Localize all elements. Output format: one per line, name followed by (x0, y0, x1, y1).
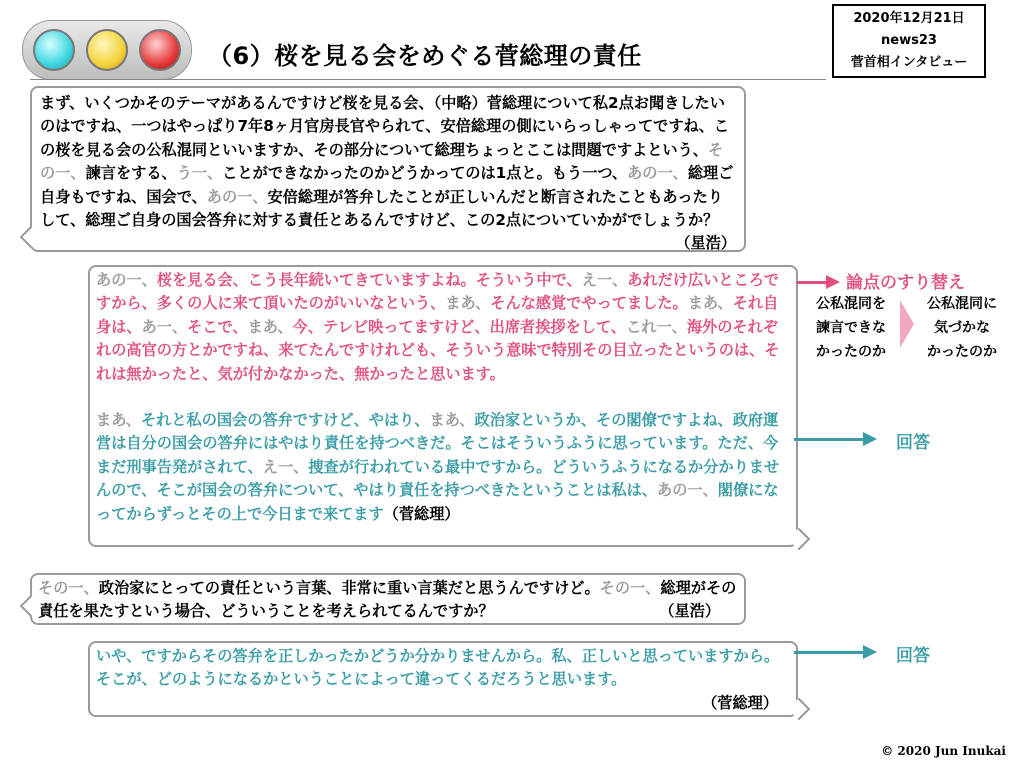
text-segment: 桜を見る会、こう長年続いてきていますよね。そういう中で、 (156, 271, 582, 289)
answer-1-speaker: （菅総理） (383, 504, 460, 523)
text-segment: まあ、 (687, 294, 733, 313)
text-segment: 政治家というか、その閣僚ですよね、政府運営は自分の国会の答弁にはやはり責任を持つべきだ。そこはそういうふうに思っています。ただ、今まだ刑事告発がされて、 (96, 411, 779, 476)
copyright: © 2020 Jun Inukai (881, 744, 1006, 758)
info-date: 2020年12月21日 (853, 11, 965, 26)
answer-box-2 (88, 641, 798, 717)
page-title: （6）桜を見る会をめぐる菅総理の責任 (208, 42, 642, 70)
question-box-1 (30, 86, 746, 252)
text-segment: そんな感覚でやってました。 (490, 294, 688, 313)
text-segment: 閣僚になってからずっとその上で今日まで来てます (96, 481, 779, 523)
right-note (916, 292, 1008, 364)
text-segment: まあ、 (429, 411, 475, 430)
text-segment: まあ、 (445, 294, 491, 313)
info-program: news23 (881, 33, 937, 48)
text-segment: あの一、 (627, 164, 688, 183)
text-segment: 諫言をする、 (85, 164, 177, 183)
answer-arrow-2-icon (863, 645, 877, 659)
question-1-speaker: （星浩） (675, 234, 736, 253)
text-segment: これ一、 (626, 317, 687, 336)
left-note (806, 292, 896, 364)
traffic-light-graphic (22, 20, 192, 80)
text-segment: え一、 (262, 457, 309, 476)
text-segment: その一、 (599, 579, 661, 597)
question-box-2 (30, 573, 746, 625)
text-segment: まあ、 (96, 411, 141, 430)
answer-2-speaker: （菅総理） (702, 693, 778, 712)
text-segment: 今、テレビ映ってますけど、出席者挨拶をして、 (292, 317, 627, 336)
answer-label-2: 回答 (896, 646, 930, 666)
info-box (832, 4, 986, 78)
answer-arrow-2-line (794, 651, 864, 654)
text-segment: あの一、 (657, 481, 718, 500)
text-segment: 安倍総理が答弁したことが正しいんだと断言されたこともあったりして、総理ご自身の国会答弁に対する責任とあるんですけど、この2点についていかがでしょうか？ (40, 187, 723, 230)
left-note-line-1: 公私混同を (816, 296, 886, 312)
right-note-line-1: 公私混同に (927, 296, 997, 312)
text-segment: あれだけ広いところですから、多くの人に来て頂いたのがいいなという、 (96, 271, 779, 313)
text-segment: う一、 (176, 164, 223, 183)
answer-box-1 (88, 265, 798, 547)
text-segment: それ自身は、 (96, 294, 779, 336)
swap-arrow-line (797, 281, 827, 284)
left-note-line-3: かったのか (816, 344, 886, 360)
info-subject: 菅首相インタビュー (850, 55, 968, 70)
chevron-right-icon (900, 300, 914, 348)
text-segment: まず、いくつかそのテーマがあるんですけど桜を見る会、（中略）菅総理について私2点お聞きしたいのはですね、一つはやっぱり7年8ヶ月官房長官やられて、安倍総理の側にいらっしゃってですね、この桜を見る会の公私混同といいますか、その部分について総理ちょっとここは問題ですよという、 (40, 94, 730, 159)
text-segment: まあ、 (247, 317, 293, 336)
question-1-text (40, 94, 733, 229)
yellow-lamp-icon (86, 29, 128, 71)
cyan-lamp-icon (33, 29, 75, 71)
swap-label: 論点のすり替え (846, 273, 965, 293)
left-note-line-2: 諫言できな (816, 320, 886, 336)
red-lamp-icon (139, 29, 181, 71)
text-segment: 総理ご自身もですね、国会で、 (40, 164, 734, 206)
text-segment: 総理がその責任を果たすという場合、どういうことを考えられてるんですか？ (38, 579, 737, 621)
text-segment: 捜査が行われている最中ですから。どういうふうになるか分かりませんので、そこが国会の答弁について、やはり責任を持つべきたということは私は、 (96, 457, 780, 500)
question-2-text (38, 579, 736, 620)
text-segment: ことができなかったのかどうかってのは1点と。もう一つ、 (222, 164, 628, 183)
answer-1-para-2 (96, 409, 790, 526)
title-underline (30, 79, 826, 80)
text-segment: その一、 (38, 579, 99, 597)
answer-1-para-1 (96, 269, 790, 386)
text-segment: その一、 (40, 140, 724, 183)
text-segment: いや、ですからその答弁を正しかったかどうか分かりませんから。私、正しいと思っていますから。そこが、どのようになるかということによって違ってくるだろうと思います。 (96, 647, 780, 689)
text-segment: そこで、 (187, 317, 248, 336)
swap-arrow-icon (826, 275, 840, 289)
answer-label-1: 回答 (896, 433, 930, 453)
question-2-speaker: （星浩） (659, 602, 720, 621)
text-segment: それと私の国会の答弁ですけど、やはり、 (140, 411, 430, 430)
right-note-line-3: かったのか (927, 344, 997, 360)
answer-arrow-1-line (794, 438, 864, 441)
right-note-line-2: 気づかな (934, 320, 990, 336)
text-segment: あの一、 (206, 187, 268, 206)
text-segment: あ一、 (141, 317, 188, 336)
text-segment: 政治家にとっての責任という言葉、非常に重い言葉だと思うんですけど。 (98, 579, 600, 597)
answer-arrow-1-icon (863, 432, 877, 446)
text-segment: 海外のそれぞれの高官の方とかですね、来てたんですけれども、そういう意味で特別その目立ったというのは、それは無かったと、気が付かなかった、無かったと思います。 (96, 317, 780, 383)
text-segment: あの一、 (96, 271, 157, 289)
answer-2-text (96, 645, 790, 692)
text-segment: え一、 (581, 271, 628, 289)
